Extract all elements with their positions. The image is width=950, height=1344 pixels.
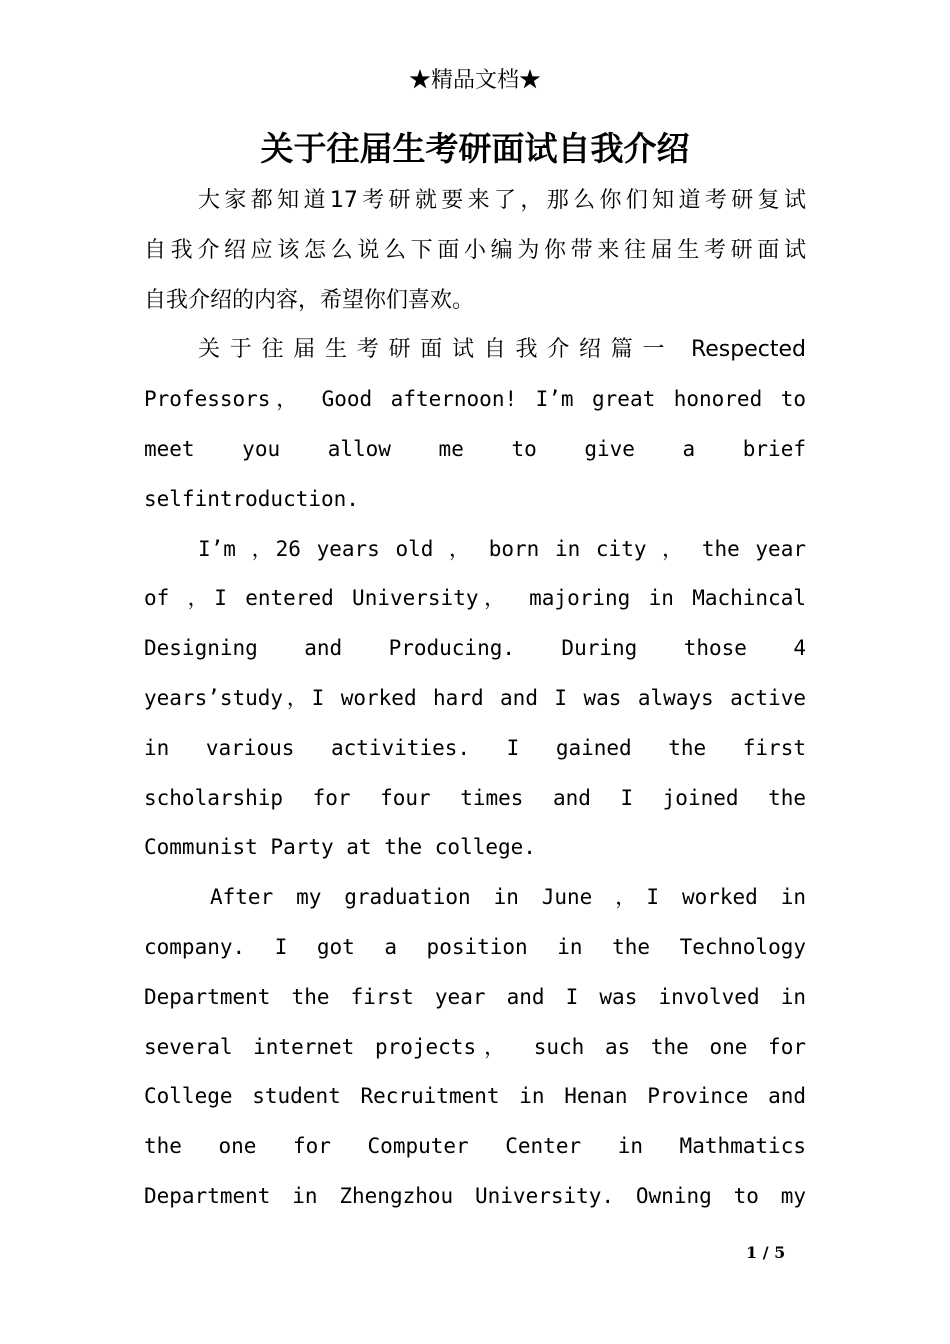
paragraph-line: years’study，I worked hard and I was always active — [144, 685, 806, 710]
page-header: ★精品文档★ — [408, 68, 541, 93]
paragraph-line: 大家都知道17考研就要来了，那么你们知道考研复试 — [198, 188, 806, 213]
paragraph-line: scholarship for four times and I joined the — [144, 785, 806, 810]
paragraph-line: selfintroduction. — [144, 486, 359, 511]
paragraph-line: several internet projects， such as the one for — [144, 1034, 806, 1059]
paragraph-line: Designing and Producing. During those 4 — [144, 636, 806, 661]
paragraph-line: company. I got a position in the Technology — [144, 934, 806, 959]
paragraph-line: the one for Computer Center in Mathmatics — [144, 1134, 806, 1159]
paragraph-line: Department the first year and I was involved in — [144, 984, 806, 1009]
paragraph-line: Communist Party at the college. — [144, 835, 536, 860]
paragraph-line: College student Recruitment in Henan Province and — [144, 1084, 806, 1109]
paragraph-line: After my graduation in June ，I worked in — [210, 885, 806, 910]
paragraph-line: 自我介绍应该怎么说么下面小编为你带来往届生考研面试 — [144, 237, 806, 263]
paragraph-line: meet you allow me to give a brief — [144, 436, 806, 461]
paragraph-line: Department in Zhengzhou University. Owning to my — [144, 1183, 806, 1208]
document-title: 关于往届生考研面试自我介绍 — [260, 129, 690, 168]
paragraph-line: Professors， Good afternoon! I’m great honored to — [144, 387, 806, 412]
paragraph-line: of ，I entered University， majoring in Machincal — [144, 586, 806, 611]
document-body — [144, 176, 806, 1222]
paragraph-line: in various activities. I gained the first — [144, 735, 806, 760]
paragraph-line: 自我介绍的内容，希望你们喜欢。 — [144, 287, 475, 313]
paragraph-line: I’m ，26 years old ， born in city ， the year — [198, 536, 806, 561]
section-heading-line: 关于往届生考研面试自我介绍篇一 Respected — [198, 337, 806, 363]
page-number: 1 / 5 — [746, 1243, 786, 1262]
